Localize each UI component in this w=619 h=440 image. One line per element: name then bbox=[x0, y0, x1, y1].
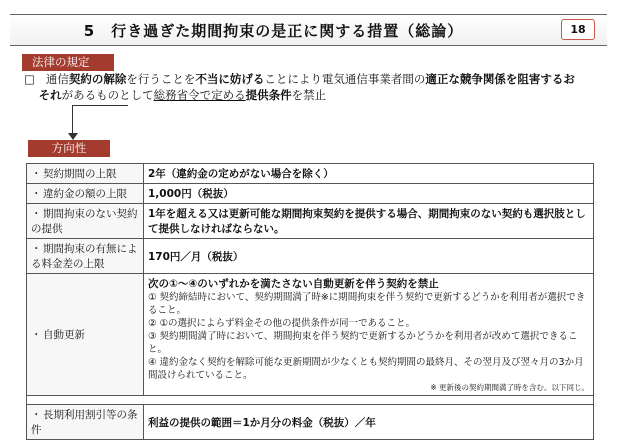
table-row bbox=[27, 204, 594, 239]
row-key-text: 期間拘束のない契約の提供 bbox=[31, 208, 138, 235]
auto-renewal-item: ④ 違約金なく契約を解除可能な更新期間が少なくとも契約期間の最終月、その翌月及び翌々月の3か月間設けられていること。 bbox=[148, 357, 584, 381]
law-text-part: ことにより電気通信事業者間の bbox=[264, 72, 426, 86]
table-row bbox=[27, 239, 594, 274]
law-text-part: 総務省令で定める bbox=[153, 88, 246, 102]
checkbox-glyph: □ bbox=[24, 72, 35, 86]
footnote: ※ 更新後の契約期間満了時を含む。以下同じ。 bbox=[430, 383, 589, 392]
row-key bbox=[27, 405, 144, 440]
row-value: 1年を超える又は更新可能な期間拘束契約を提供する場合、期間拘束のない契約も選択肢として提供しなければならない。 bbox=[144, 204, 594, 239]
row-value: 2年（違約金の定めがない場合を除く） bbox=[144, 164, 594, 184]
law-text-part: を行うことを bbox=[126, 72, 196, 86]
row-key bbox=[27, 239, 144, 274]
row-value bbox=[144, 274, 594, 396]
table-row bbox=[27, 405, 594, 440]
bullet: ・ bbox=[31, 188, 42, 200]
law-text-part: 提供条件 bbox=[245, 88, 292, 102]
row-key bbox=[27, 274, 144, 396]
table-row bbox=[27, 184, 594, 204]
row-key-text: 自動更新 bbox=[43, 329, 85, 341]
slide-header bbox=[10, 14, 607, 46]
law-text-part: 通信 bbox=[45, 72, 69, 86]
bullet: ・ bbox=[31, 168, 42, 180]
law-text-part: 適正な競争関係を阻害するお bbox=[425, 72, 575, 86]
law-section-label: 法律の規定 bbox=[22, 54, 114, 71]
spacer-row bbox=[27, 396, 594, 405]
connector-line bbox=[72, 105, 128, 106]
law-text-part: があるものとして bbox=[61, 88, 154, 102]
law-text-part: 契約の解除 bbox=[68, 72, 127, 86]
table-row bbox=[27, 274, 594, 396]
row-value: 1,000円（税抜） bbox=[144, 184, 594, 204]
law-text-part: 不当に妨げる bbox=[195, 72, 265, 86]
row-key-text: 期間拘束の有無による料金差の上限 bbox=[31, 243, 138, 270]
auto-renewal-heading: 次の①～④のいずれかを満たさない自動更新を伴う契約を禁止 bbox=[148, 278, 439, 290]
auto-renewal-item: ② ①の選択によらず料金その他の提供条件が同一であること。 bbox=[148, 318, 416, 329]
row-key bbox=[27, 164, 144, 184]
row-key-text: 契約期間の上限 bbox=[43, 168, 117, 180]
row-key-text: 違約金の額の上限 bbox=[43, 188, 127, 200]
direction-section-label: 方向性 bbox=[28, 140, 110, 157]
row-value: 利益の提供の範囲＝1か月分の料金（税抜）／年 bbox=[144, 405, 594, 440]
spacer bbox=[27, 396, 594, 405]
law-text bbox=[24, 71, 604, 103]
page-number: 18 bbox=[561, 19, 595, 40]
bullet: ・ bbox=[31, 409, 42, 421]
auto-renewal-item: ③ 契約期間満了時において、期間拘束を伴う契約で更新するかどうかを利用者が改めて選択できること。 bbox=[148, 331, 578, 355]
row-key bbox=[27, 204, 144, 239]
auto-renewal-item: ① 契約締結時において、契約期間満了時※に期間拘束を伴う契約で更新するどうかを利用者が選択できること。 bbox=[148, 292, 586, 316]
row-key bbox=[27, 184, 144, 204]
bullet: ・ bbox=[31, 208, 42, 220]
arrow-down-icon bbox=[68, 133, 78, 140]
bullet: ・ bbox=[31, 329, 42, 341]
law-text-part: を禁止 bbox=[291, 88, 327, 102]
policy-table bbox=[26, 163, 594, 440]
row-value: 170円／月（税抜） bbox=[144, 239, 594, 274]
page-title: 5 行き過ぎた期間拘束の是正に関する措置（総論） bbox=[83, 22, 464, 40]
law-text-part: それ bbox=[38, 88, 62, 102]
bullet: ・ bbox=[31, 243, 42, 255]
row-key-text: 長期利用割引等の条件 bbox=[31, 409, 138, 436]
table-row bbox=[27, 164, 594, 184]
